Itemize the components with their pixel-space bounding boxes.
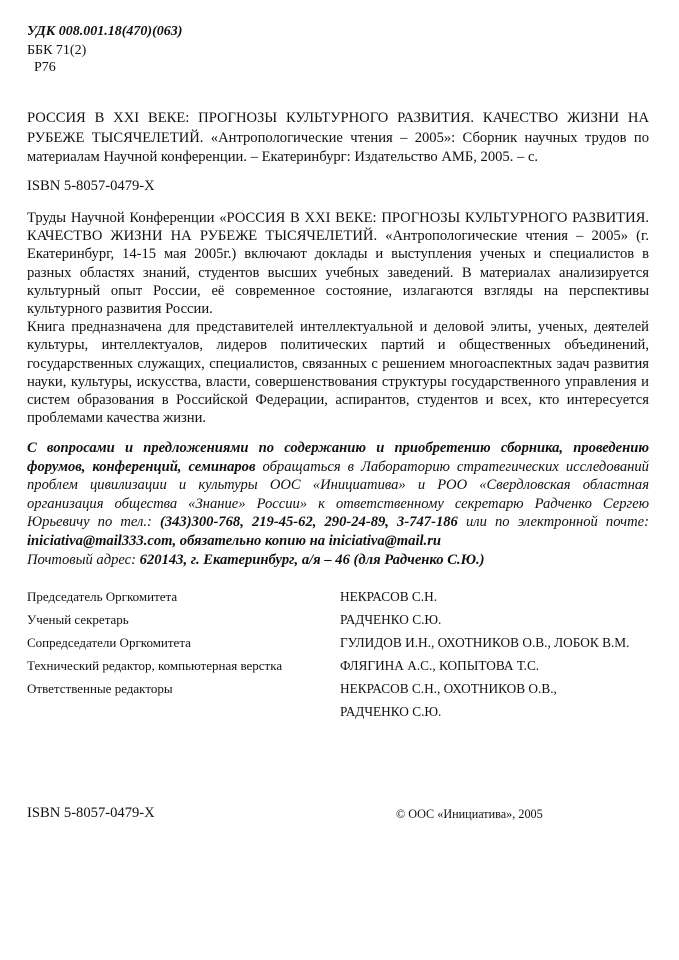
copyright-notice: © ООС «Инициатива», 2005 [396,807,543,821]
staff-names: РАДЧЕНКО С.Ю. [340,612,442,627]
staff-role: Председатель Оргкомитета [27,589,178,604]
staff-role: Сопредседатели Оргкомитета [27,635,191,650]
isbn-bottom: ISBN 5-8057-0479-Х [27,805,155,821]
desc-rest: «Антропологические чтения – 2005» (г. Екатеринбург, 14-15 мая 2005г.) включают доклады и выступления ученых и специалистов в разных областях знаний, студентов высших учебных заведений. В материалах анализируется культурный опыт России, её современное состояние, излагаются взгляды на перспективы культурного развития России. [27,228,649,318]
staff-row [27,677,667,700]
staff-role: Ответственные редакторы [27,681,173,696]
contact-paragraph [27,439,649,551]
contact-phones: (343)300-768, 219-45-62, 290-24-89, 3-747-186 [159,514,458,531]
contact-info [27,439,649,569]
staff-names: РАДЧЕНКО С.Ю. [340,704,442,719]
description-paragraph-1 [27,209,649,318]
desc-prefix: Труды Научной Конференции « [27,210,227,226]
contact-text-2: или по электронной почте: [457,514,649,531]
postal-address: 620143, г. Екатеринбург, а/я – 46 (для Радченко С.Ю.) [139,551,485,568]
staff-row [27,608,667,631]
staff-names: НЕКРАСОВ С.Н., ОХОТНИКОВ О.В., [340,681,557,696]
title-caps: РОССИЯ В XXI ВЕКЕ: ПРОГНОЗЫ КУЛЬТУРНОГО РАЗВИТИЯ. КАЧЕСТВО ЖИЗНИ НА РУБЕЖЕ ТЫСЯЧЕЛЕТИЙ. [27,110,649,146]
desc-caps-title: РОССИЯ В XXI ВЕКЕ: ПРОГНОЗЫ КУЛЬТУРНОГО РАЗВИТИЯ. КАЧЕСТВО ЖИЗНИ НА РУБЕЖЕ ТЫСЯЧЕЛЕТИЙ. [27,210,649,245]
description [27,209,649,427]
author-mark: Р76 [34,60,56,75]
staff-role [27,700,340,723]
staff-role: Технический редактор, компьютерная верстка [27,658,283,673]
contact-intro: С вопросами и предложениями по содержанию и приобретению сборника, проведению форумов, конференций, семинаров [27,440,649,475]
staff-row [27,654,667,677]
staff-list [27,585,667,723]
staff-names: НЕКРАСОВ С.Н. [340,589,438,604]
staff-row [27,585,667,608]
staff-row [27,700,667,723]
postal-label: Почтовый адрес: [27,551,140,568]
bbk-code: ББК 71(2) [27,43,87,58]
contact-text-1: обращаться в Лабораторию стратегических исследований проблем цивилизации и культуры ООС «Инициатива» и РОО «Свердловская областная организация общества «Знание» России» к ответственному секретарю Радченко Сергею Юрьевичу по тел.: [27,458,649,531]
staff-names: ГУЛИДОВ И.Н., ОХОТНИКОВ О.В., ЛОБОК В.М. [340,635,630,650]
contact-emails: iniciativa@mail333.com, обязательно копию на iniciativa@mail.ru [27,532,442,549]
bibliographic-title [27,109,649,168]
title-rest: «Антропологические чтения – 2005»: Сборник научных трудов по материалам Научной конференции. – Екатеринбург: Издательство АМБ, 2005. – с. [27,129,649,165]
staff-names: ФЛЯГИНА А.С., КОПЫТОВА Т.С. [340,658,540,673]
postal-address-line [27,551,649,570]
description-paragraph-2: Книга предназначена для представителей интеллектуальной и деловой элиты, ученых, деятелей культуры, интеллектуалов, лидеров политических партий и общественных объединений, государственных служащих, специалистов, связанных с решением многоаспектных задач развития науки, культуры, искусства, власти, совершенствования структуры государственного управления и систем образования в Российской Федерации, аспирантов, студентов и всех, кто интересуется проблемами качества жизни. [27,319,649,427]
udk-code: УДК 008.001.18(470)(063) [27,24,183,39]
isbn-top: ISBN 5-8057-0479-Х [27,178,155,194]
staff-row [27,631,667,654]
staff-role: Ученый секретарь [27,612,129,627]
